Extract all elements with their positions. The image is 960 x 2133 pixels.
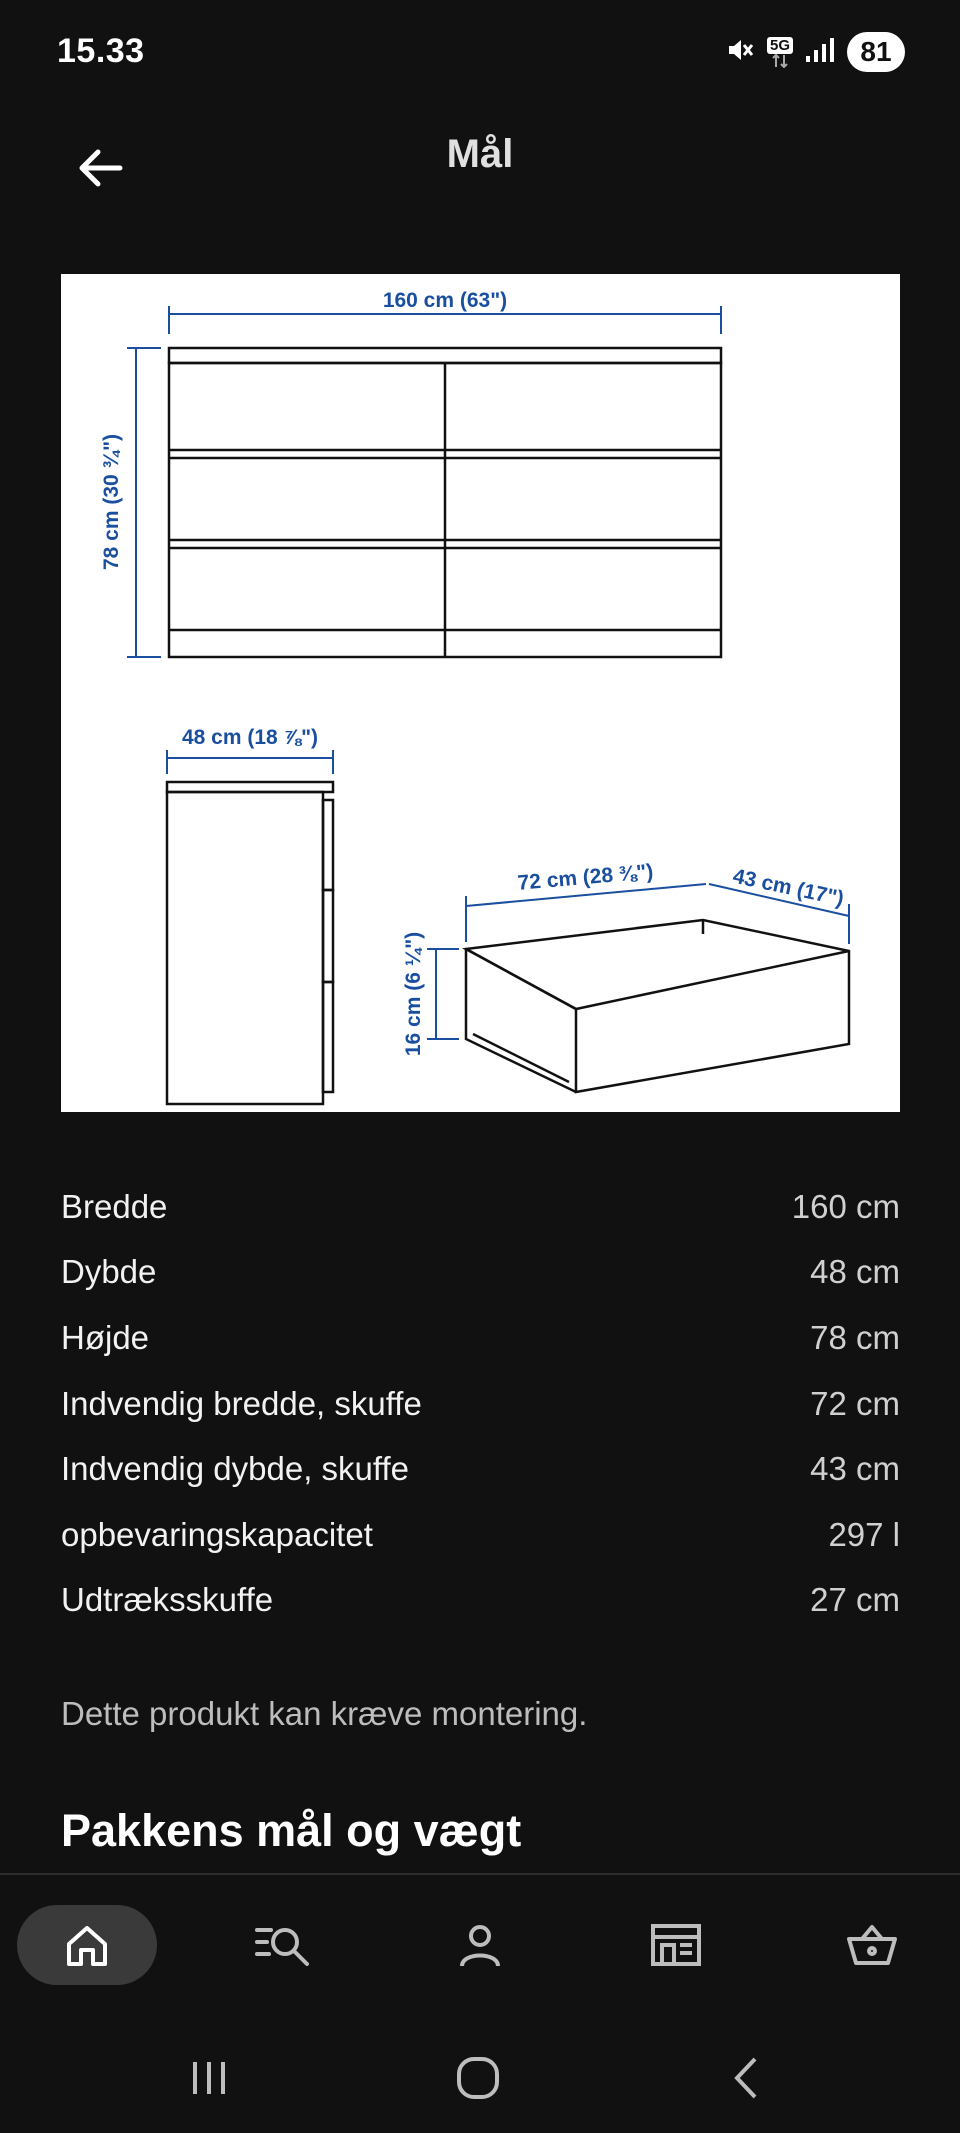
top-bar (0, 110, 960, 210)
home-system-button[interactable] (433, 2043, 523, 2113)
spec-value: 43 cm (810, 1450, 900, 1488)
spec-row-inner-depth (61, 1436, 900, 1502)
spec-label: opbevaringskapacitet (61, 1515, 373, 1553)
spec-row-depth (61, 1240, 900, 1306)
spec-row-width (61, 1174, 900, 1240)
spec-label: Bredde (61, 1187, 168, 1225)
page-title: Mål (446, 132, 514, 176)
bottom-nav (0, 1873, 960, 2013)
height-label: 78 cm (30 ¾") (100, 433, 123, 571)
dimension-diagram (61, 274, 900, 1112)
recent-apps-button[interactable] (164, 2043, 254, 2113)
system-nav (0, 2013, 960, 2133)
package-section-heading[interactable]: Pakkens mål og vægt (61, 1805, 522, 1856)
spec-row-inner-width (61, 1371, 900, 1437)
drawer-height-label: 16 cm (6 ¼") (402, 931, 425, 1057)
signal-icon (805, 36, 835, 69)
spec-value: 297 l (828, 1515, 900, 1553)
width-label: 160 cm (63") (382, 289, 508, 312)
spec-value: 27 cm (810, 1581, 900, 1619)
spec-value: 160 cm (791, 1187, 900, 1225)
status-time: 15.33 (57, 32, 145, 70)
drawer-depth-label: 43 cm (17") (730, 864, 846, 911)
back-chevron-icon (731, 2055, 761, 2101)
spec-value: 78 cm (810, 1318, 900, 1356)
spec-label: Højde (61, 1318, 150, 1356)
spec-label: Udtræksskuffe (61, 1581, 274, 1619)
store-icon (650, 1923, 702, 1967)
spec-value: 48 cm (810, 1253, 900, 1291)
nav-profile[interactable] (410, 1905, 550, 1985)
network-label: 5G (767, 37, 793, 54)
home-icon (63, 1922, 111, 1968)
specs-list (61, 1174, 900, 1633)
spec-row-pullout (61, 1568, 900, 1634)
status-bar (0, 0, 960, 110)
depth-label: 48 cm (18 ⅞") (181, 726, 319, 749)
recent-apps-icon (187, 2058, 231, 2098)
profile-icon (457, 1922, 503, 1968)
nav-basket[interactable] (802, 1905, 942, 1985)
spec-label: Dybde (61, 1253, 157, 1291)
back-system-button[interactable] (701, 2043, 791, 2113)
nav-search[interactable] (213, 1905, 353, 1985)
spec-row-height (61, 1305, 900, 1371)
home-circle-icon (455, 2055, 501, 2101)
nav-store[interactable] (606, 1905, 746, 1985)
mute-icon (725, 35, 755, 70)
search-list-icon (253, 1922, 313, 1968)
spec-label: Indvendig dybde, skuffe (61, 1450, 409, 1488)
drawer-width-label: 72 cm (28 ⅜") (516, 860, 655, 895)
5g-icon (767, 37, 793, 68)
spec-row-capacity (61, 1502, 900, 1568)
battery-icon: 81 (847, 32, 905, 72)
spec-value: 72 cm (810, 1384, 900, 1422)
status-icons (725, 30, 905, 74)
basket-icon (846, 1923, 898, 1967)
nav-home[interactable] (17, 1905, 157, 1985)
assembly-note: Dette produkt kan kræve montering. (61, 1695, 588, 1732)
spec-label: Indvendig bredde, skuffe (61, 1384, 422, 1422)
